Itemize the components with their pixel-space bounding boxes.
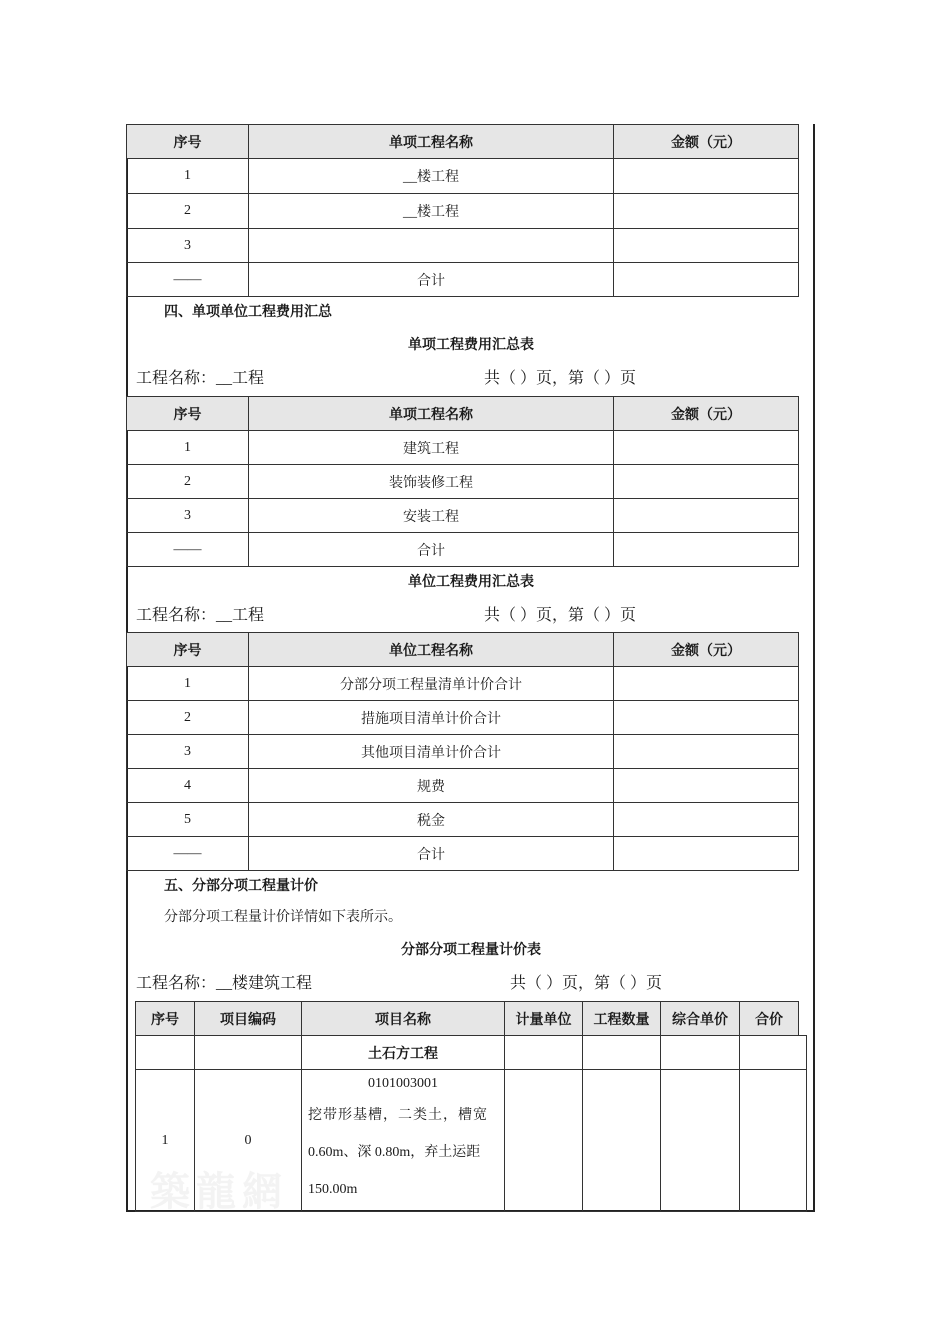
- header-cell: 工程数量: [583, 1002, 661, 1036]
- table-row: —— 合计: [127, 837, 799, 871]
- header-cell: 序号: [127, 125, 249, 159]
- item-description-line: 150.00m: [308, 1182, 358, 1197]
- header-cell: 单位工程名称: [249, 633, 614, 667]
- single-project-table-top: [126, 124, 799, 297]
- header-cell: 计量单位: [505, 1002, 583, 1036]
- table-row: 3: [127, 229, 799, 263]
- header-cell: 项目名称: [302, 1002, 505, 1036]
- header-cell: 序号: [127, 633, 249, 667]
- page-count-label: 共（ ）页，第（ ）页: [510, 975, 663, 992]
- unit-summary-table: [126, 632, 799, 871]
- header-cell: 金额（元）: [614, 125, 799, 159]
- watermark-logo: 築龍網: [150, 1169, 288, 1214]
- header-cell: 合价: [740, 1002, 799, 1036]
- item-code: 0: [195, 1070, 302, 1212]
- item-number: 1: [136, 1070, 195, 1212]
- single-project-summary-title: 单项工程费用汇总表: [408, 338, 534, 353]
- group-row: [136, 1036, 807, 1070]
- itemized-pricing-title: 分部分项工程量计价表: [401, 943, 541, 958]
- header-cell: 金额（元）: [614, 397, 799, 431]
- header-cell: 金额（元）: [614, 633, 799, 667]
- header-cell: 单项工程名称: [249, 397, 614, 431]
- header-cell: 序号: [127, 397, 249, 431]
- table-row: 2 措施项目清单计价合计: [127, 701, 799, 735]
- header-cell: 单项工程名称: [249, 125, 614, 159]
- single-project-summary-table: [126, 396, 799, 567]
- table-row: 3 其他项目清单计价合计: [127, 735, 799, 769]
- section-5-intro: 分部分项工程量计价详情如下表所示。: [164, 910, 402, 925]
- table-row: —— 合计: [127, 263, 799, 297]
- page-count-label: 共（ ）页，第（ ）页: [484, 607, 637, 624]
- project-name-label: 工程名称：__工程: [136, 370, 265, 387]
- table-row: 1 建筑工程: [127, 431, 799, 465]
- table-row: 4 规费: [127, 769, 799, 803]
- header-cell: 综合单价: [661, 1002, 740, 1036]
- section-5-heading: 五、分部分项工程量计价: [164, 879, 318, 894]
- table-row: 1 分部分项工程量清单计价合计: [127, 667, 799, 701]
- table-row: 3 安装工程: [127, 499, 799, 533]
- header-cell: 项目编码: [195, 1002, 302, 1036]
- section-4-heading: 四、单项单位工程费用汇总: [164, 305, 332, 320]
- unit-summary-title: 单位工程费用汇总表: [408, 575, 534, 590]
- table-row: 1 __楼工程: [127, 159, 799, 194]
- table-row: 2 __楼工程: [127, 194, 799, 229]
- header-cell: 序号: [136, 1002, 195, 1036]
- item-name: [302, 1070, 505, 1212]
- group-label: 土石方工程: [302, 1036, 505, 1070]
- item-description-line: 挖带形基槽，二类土，槽宽: [308, 1108, 488, 1123]
- table-row: 2 装饰装修工程: [127, 465, 799, 499]
- item-description-line: 0.60m、深 0.80m，弃土运距: [308, 1145, 481, 1160]
- project-name-label: 工程名称：__楼建筑工程: [136, 975, 313, 992]
- table-row: 5 税金: [127, 803, 799, 837]
- itemized-pricing-header: [135, 1001, 799, 1036]
- item-name-code: 0101003001: [368, 1076, 438, 1091]
- page-count-label: 共（ ）页，第（ ）页: [484, 370, 637, 387]
- table-row: —— 合计: [127, 533, 799, 567]
- project-name-label: 工程名称：__工程: [136, 607, 265, 624]
